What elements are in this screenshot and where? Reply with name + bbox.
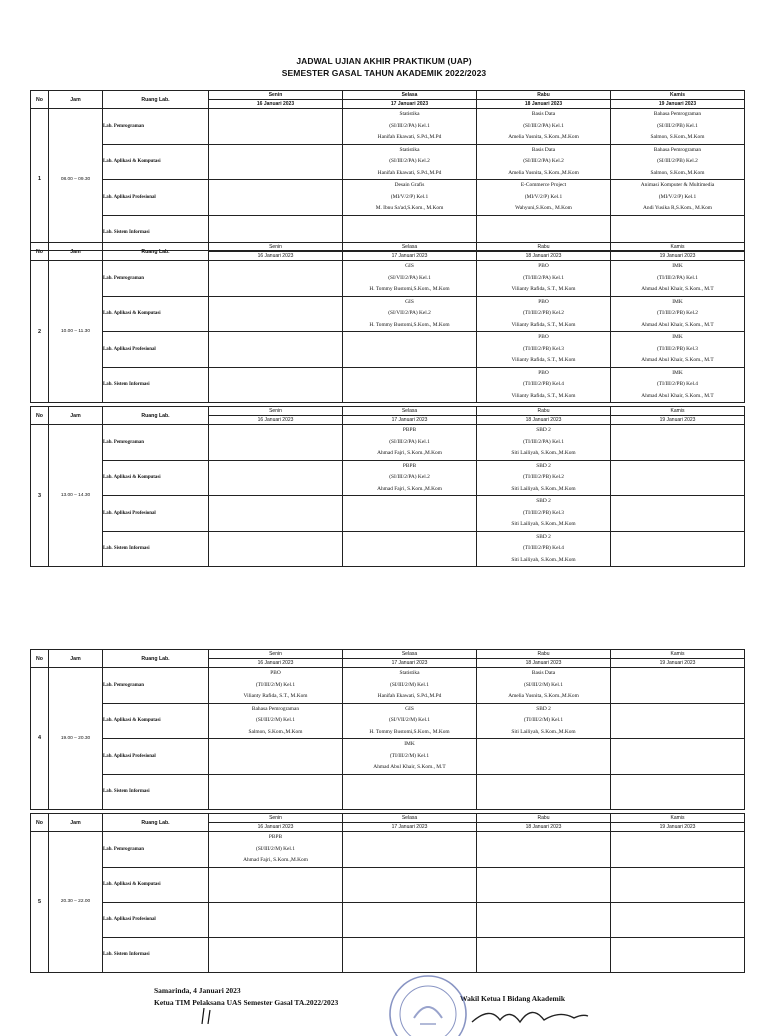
session-time: 19.00 – 20.30 — [49, 668, 103, 810]
column-header-ruang: Ruang Lab. — [103, 243, 209, 261]
exam-cell — [343, 109, 477, 145]
session-time: 20.30 – 22.00 — [49, 832, 103, 973]
schedule-table-session-1 — [30, 90, 745, 251]
class-code: (TI/III/2/PB) Kel.3 — [656, 345, 699, 352]
exam-cell — [209, 180, 343, 216]
course-name: Desain Grafis — [394, 182, 425, 188]
exam-cell — [343, 496, 477, 532]
right-signatory-role: Wakil Ketua I Bidang Akademik — [460, 994, 566, 1003]
class-code: (TI/III/2/M) Kel.1 — [523, 717, 564, 723]
room-row — [31, 144, 745, 180]
instructor-name: Amelia Yusnita, S.Kom.,M.Kom — [508, 169, 579, 176]
room-name: Lab. Aplikasi & Komputasi — [103, 460, 209, 496]
class-code: (TI/III/2/PB) Kel.3 — [522, 345, 565, 352]
document-title: JADWAL UJIAN AKHIR PRAKTIKUM (UAP) — [296, 56, 472, 66]
exam-cell — [611, 460, 745, 496]
class-code: (SI/III/2/PB) Kel.1 — [657, 122, 698, 129]
exam-cell — [343, 296, 477, 332]
room-name: Lab. Pemrograman — [103, 425, 209, 461]
class-code: (TI/III/2/PB) Kel.4 — [522, 545, 565, 551]
exam-cell — [209, 109, 343, 145]
instructor-name: Vilianty Rafida, S.T., M.Kom — [243, 693, 308, 699]
course-name: IMK — [404, 741, 415, 747]
session-number: 1 — [31, 109, 49, 251]
exam-cell — [611, 531, 745, 567]
room-row — [31, 109, 745, 145]
instructor-name: Vilianty Rafida, S.T., M.Kom — [511, 321, 576, 328]
header-row — [31, 650, 745, 659]
exam-cell — [477, 739, 611, 775]
course-name: Basis Data — [531, 670, 556, 676]
exam-cell — [343, 144, 477, 180]
room-row — [31, 180, 745, 216]
column-header-no: No — [31, 91, 49, 109]
exam-cell — [611, 832, 745, 868]
room-row — [31, 902, 745, 937]
exam-cell — [209, 531, 343, 567]
class-code: (SI/III/2/M) Kel.1 — [524, 681, 563, 688]
exam-cell — [209, 296, 343, 332]
course-name: PBO — [538, 334, 549, 340]
instructor-name: Salmon, S.Kom.,M.Kom — [650, 169, 705, 176]
schedule-table-session-5 — [30, 813, 745, 973]
exam-cell — [611, 937, 745, 972]
room-name: Lab. Aplikasi Profesional — [103, 332, 209, 368]
exam-cell — [209, 668, 343, 704]
exam-cell — [611, 425, 745, 461]
room-row — [31, 332, 745, 368]
schedule-table-session-2 — [30, 242, 745, 403]
exam-cell — [477, 937, 611, 972]
class-code: (TI/III/2/PB) Kel.2 — [656, 310, 699, 316]
column-header-no: No — [31, 814, 49, 832]
exam-cell — [343, 180, 477, 216]
room-name: Lab. Sistem Informasi — [103, 215, 209, 250]
room-row — [31, 296, 745, 332]
exam-cell — [209, 367, 343, 403]
course-name: Statistika — [399, 670, 420, 676]
class-code: (SI/VII/2/PA) Kel.1 — [388, 274, 431, 281]
class-code: (SI/III/2/PA) Kel.1 — [389, 122, 430, 129]
room-name: Lab. Aplikasi Profesional — [103, 739, 209, 775]
room-name: Lab. Sistem Informasi — [103, 531, 209, 567]
exam-cell — [343, 261, 477, 297]
session-time: 13.00 – 14.30 — [49, 425, 103, 567]
session-number: 2 — [31, 261, 49, 403]
exam-cell — [209, 332, 343, 368]
course-name: GIS — [405, 298, 414, 305]
left-signatory-role: Ketua TIM Pelaksana UAS Semester Gasal TA.2022/2023 — [154, 998, 339, 1007]
instructor-name: Amelia Yusnita, S.Kom.,M.Kom — [508, 134, 579, 140]
instructor-name: Salmon, S.Kom.,M.Kom — [248, 728, 303, 735]
exam-cell — [343, 739, 477, 775]
instructor-name: Ahmad Abul Khair, S.Kom., M.T — [373, 764, 446, 770]
day-name: Senin — [209, 650, 343, 659]
room-row — [31, 460, 745, 496]
room-row — [31, 531, 745, 567]
official-stamp-seal — [378, 966, 478, 1036]
exam-cell — [477, 180, 611, 216]
class-code: (SI/VII/2/M) Kel.1 — [388, 717, 431, 723]
exam-cell — [611, 296, 745, 332]
course-name: PBO — [538, 263, 549, 269]
column-header-no: No — [31, 243, 49, 261]
course-name: Bahasa Pemrograman — [251, 705, 300, 712]
exam-cell — [209, 902, 343, 937]
schedule-table-session-3 — [30, 406, 745, 567]
document-subtitle: SEMESTER GASAL TAHUN AKADEMIK 2022/2023 — [281, 68, 487, 78]
exam-cell — [477, 332, 611, 368]
session-number: 4 — [31, 668, 49, 810]
instructor-name: Ahmad Fajri, S.Kom.,M.Kom — [243, 857, 308, 863]
exam-cell — [209, 144, 343, 180]
room-name: Lab. Sistem Informasi — [103, 367, 209, 403]
header-row — [31, 243, 745, 252]
course-name: SBD 2 — [536, 462, 551, 469]
day-date: 19 Januari 2023 — [611, 823, 745, 832]
exam-cell — [477, 902, 611, 937]
column-header-ruang: Ruang Lab. — [103, 407, 209, 425]
instructor-name: Ahmad Abul Khair, S.Kom., M.T — [641, 321, 714, 328]
exam-cell — [477, 774, 611, 809]
class-code: (TI/III/2/PB) Kel.4 — [522, 381, 565, 387]
course-name: Basis Data — [531, 111, 556, 117]
course-name: PBO — [270, 670, 281, 676]
exam-cell — [477, 367, 611, 403]
instructor-name: Hanifah Ekawati, S.Pd.,M.Pd — [377, 169, 442, 176]
exam-cell — [611, 144, 745, 180]
exam-cell — [343, 774, 477, 809]
day-name: Rabu — [477, 243, 611, 252]
instructor-name: H. Tommy Bustomi,S.Kom., M.Kom — [369, 728, 450, 735]
column-header-no: No — [31, 407, 49, 425]
column-header-jam: Jam — [49, 407, 103, 425]
course-name: PBPB — [268, 834, 283, 840]
right-signature-mark — [470, 1004, 590, 1024]
header-row — [31, 407, 745, 416]
class-code: (TI/III/2/PA) Kel.1 — [523, 438, 564, 445]
schedule-table-session-4 — [30, 649, 745, 810]
room-name: Lab. Sistem Informasi — [103, 937, 209, 972]
day-date: 19 Januari 2023 — [611, 252, 745, 261]
day-date: 16 Januari 2023 — [209, 252, 343, 261]
instructor-name: Wahyuni,S.Kom., M.Kom — [515, 205, 572, 211]
day-name: Rabu — [477, 814, 611, 823]
class-code: (TI/III/2/PB) Kel.4 — [656, 381, 699, 387]
exam-cell — [611, 902, 745, 937]
session-time: 10.00 – 11.30 — [49, 261, 103, 403]
exam-cell — [477, 296, 611, 332]
class-code: (SI/III/2/PB) Kel.2 — [657, 158, 698, 164]
column-header-jam: Jam — [49, 814, 103, 832]
place-date: Samarinda, 4 Januari 2023 — [154, 986, 241, 995]
room-row — [31, 832, 745, 868]
day-name: Kamis — [611, 814, 745, 823]
exam-cell — [343, 367, 477, 403]
day-date: 18 Januari 2023 — [477, 100, 611, 109]
course-name: GIS — [405, 263, 414, 269]
day-date: 19 Januari 2023 — [611, 416, 745, 425]
room-name: Lab. Pemrograman — [103, 261, 209, 297]
exam-cell — [477, 109, 611, 145]
instructor-name: Vilianty Rafida, S.T., M.Kom — [511, 286, 576, 292]
course-name: PBO — [538, 369, 549, 376]
day-name: Selasa — [343, 243, 477, 252]
left-signature-mark — [196, 1008, 226, 1024]
column-header-ruang: Ruang Lab. — [103, 650, 209, 668]
exam-cell — [343, 332, 477, 368]
exam-cell — [611, 739, 745, 775]
day-date: 18 Januari 2023 — [477, 416, 611, 425]
course-name: Basis Data — [531, 146, 556, 153]
instructor-name: Hanifah Ekawati, S.Pd.,M.Pd — [377, 134, 442, 140]
exam-cell — [343, 867, 477, 902]
class-code: (TI/III/2/M) Kel.1 — [255, 681, 296, 688]
exam-cell — [611, 261, 745, 297]
exam-cell — [611, 109, 745, 145]
room-row — [31, 367, 745, 403]
session-number: 3 — [31, 425, 49, 567]
day-name: Kamis — [611, 91, 745, 100]
day-date: 19 Januari 2023 — [611, 100, 745, 109]
course-name: IMK — [672, 369, 683, 376]
day-name: Kamis — [611, 650, 745, 659]
day-date: 17 Januari 2023 — [343, 823, 477, 832]
room-name: Lab. Sistem Informasi — [103, 774, 209, 809]
column-header-no: No — [31, 650, 49, 668]
exam-cell — [611, 668, 745, 704]
exam-cell — [343, 531, 477, 567]
exam-cell — [477, 144, 611, 180]
room-name: Lab. Aplikasi Profesional — [103, 902, 209, 937]
header-row — [31, 91, 745, 100]
class-code: (SI/III/2/PA) Kel.1 — [389, 438, 430, 445]
day-name: Rabu — [477, 91, 611, 100]
class-code: (TI/III/2/PA) Kel.1 — [523, 274, 564, 281]
exam-cell — [611, 332, 745, 368]
course-name: SBD 2 — [536, 533, 551, 540]
day-name: Kamis — [611, 407, 745, 416]
day-name: Senin — [209, 243, 343, 252]
instructor-name: Ahmad Abul Khair, S.Kom., M.T — [641, 357, 714, 363]
course-name: IMK — [672, 263, 683, 269]
course-name: PBPB — [402, 462, 417, 469]
room-name: Lab. Aplikasi & Komputasi — [103, 703, 209, 739]
day-date: 17 Januari 2023 — [343, 416, 477, 425]
course-name: SBD 2 — [536, 498, 551, 504]
day-name: Selasa — [343, 650, 477, 659]
day-date: 18 Januari 2023 — [477, 659, 611, 668]
exam-cell — [209, 937, 343, 972]
day-name: Selasa — [343, 814, 477, 823]
day-date: 18 Januari 2023 — [477, 252, 611, 261]
exam-cell — [477, 668, 611, 704]
exam-cell — [209, 496, 343, 532]
room-row — [31, 774, 745, 809]
room-name: Lab. Aplikasi & Komputasi — [103, 296, 209, 332]
class-code: (SI/III/2/M) Kel.1 — [390, 681, 429, 688]
exam-cell — [477, 867, 611, 902]
instructor-name: Ahmad Fajri, S.Kom.,M.Kom — [377, 450, 442, 456]
exam-cell — [611, 703, 745, 739]
instructor-name: Vilianty Rafida, S.T., M.Kom — [511, 357, 576, 363]
class-code: (SI/III/2/PA) Kel.1 — [523, 122, 564, 129]
day-name: Rabu — [477, 407, 611, 416]
class-code: (TI/III/2/M) Kel.1 — [389, 752, 430, 759]
instructor-name: H. Tommy Bustomi,S.Kom., M.Kom — [369, 321, 450, 328]
exam-cell — [611, 867, 745, 902]
class-code: (SI/III/2/PA) Kel.2 — [523, 158, 564, 164]
room-row — [31, 261, 745, 297]
exam-cell — [343, 668, 477, 704]
room-row — [31, 703, 745, 739]
course-name: PBO — [538, 298, 549, 305]
instructor-name: M. Ibnu Sa'ad,S.Kom., M.Kom — [375, 205, 444, 211]
course-name: SBD 2 — [536, 705, 551, 712]
class-code: (MI/V/2/P) Kel.1 — [524, 193, 563, 200]
room-name: Lab. Aplikasi & Komputasi — [103, 867, 209, 902]
room-row — [31, 496, 745, 532]
exam-cell — [343, 832, 477, 868]
exam-cell — [209, 703, 343, 739]
day-name: Kamis — [611, 243, 745, 252]
day-date: 16 Januari 2023 — [209, 823, 343, 832]
course-name: Statistika — [399, 111, 420, 117]
instructor-name: Salmon, S.Kom.,M.Kom — [650, 134, 705, 140]
day-date: 17 Januari 2023 — [343, 252, 477, 261]
column-header-ruang: Ruang Lab. — [103, 814, 209, 832]
day-date: 17 Januari 2023 — [343, 659, 477, 668]
instructor-name: Amelia Yusnita, S.Kom.,M.Kom — [508, 693, 579, 699]
exam-cell — [477, 496, 611, 532]
instructor-name: Ahmad Fajri, S.Kom.,M.Kom — [377, 485, 442, 492]
course-name: PBPB — [402, 427, 417, 433]
class-code: (TI/III/2/PA) Kel.1 — [657, 274, 698, 281]
day-date: 16 Januari 2023 — [209, 100, 343, 109]
class-code: (TI/III/2/PB) Kel.2 — [522, 474, 565, 480]
room-row — [31, 867, 745, 902]
day-name: Selasa — [343, 407, 477, 416]
instructor-name: Ahmad Abul Khair, S.Kom., M.T — [641, 392, 714, 399]
exam-cell — [611, 774, 745, 809]
exam-cell — [477, 425, 611, 461]
exam-cell — [343, 902, 477, 937]
course-name: GIS — [405, 705, 414, 712]
exam-cell — [209, 832, 343, 868]
instructor-name: Siti Lailiyah, S.Kom.,M.Kom — [511, 728, 576, 735]
room-row — [31, 425, 745, 461]
instructor-name: Hanifah Ekawati, S.Pd.,M.Pd — [377, 693, 442, 699]
day-date: 16 Januari 2023 — [209, 416, 343, 425]
class-code: (TI/III/2/PB) Kel.3 — [522, 509, 565, 516]
session-time: 08.00 – 09.30 — [49, 109, 103, 251]
class-code: (SI/III/2/M) Kel.1 — [256, 845, 295, 852]
instructor-name: H. Tommy Bustomi,S.Kom., M.Kom — [369, 286, 450, 292]
day-name: Senin — [209, 407, 343, 416]
instructor-name: Siti Lailiyah, S.Kom.,M.Kom — [511, 450, 576, 456]
instructor-name: Siti Lailiyah, S.Kom.,M.Kom — [511, 556, 576, 563]
exam-cell — [209, 774, 343, 809]
exam-cell — [611, 496, 745, 532]
exam-cell — [209, 867, 343, 902]
exam-cell — [209, 739, 343, 775]
column-header-ruang: Ruang Lab. — [103, 91, 209, 109]
exam-cell — [611, 180, 745, 216]
day-name: Selasa — [343, 91, 477, 100]
day-date: 17 Januari 2023 — [343, 100, 477, 109]
course-name: IMK — [672, 334, 683, 340]
column-header-jam: Jam — [49, 243, 103, 261]
exam-cell — [343, 460, 477, 496]
instructor-name: Vilianty Rafida, S.T., M.Kom — [511, 392, 576, 399]
class-code: (SI/III/2/M) Kel.1 — [256, 717, 295, 723]
day-name: Senin — [209, 91, 343, 100]
day-name: Rabu — [477, 650, 611, 659]
room-name: Lab. Pemrograman — [103, 668, 209, 704]
room-name: Lab. Aplikasi Profesional — [103, 180, 209, 216]
class-code: (MI/V/2/P) Kel.1 — [390, 193, 429, 200]
class-code: (MI/V/2/P) Kel.1 — [658, 193, 697, 200]
course-name: Statistika — [399, 146, 420, 153]
class-code: (SI/III/2/PA) Kel.2 — [389, 158, 430, 164]
instructor-name: Ahmad Abul Khair, S.Kom., M.T — [641, 286, 714, 292]
class-code: (TI/III/2/PB) Kel.2 — [522, 310, 565, 316]
instructor-name: Siti Lailiyah, S.Kom.,M.Kom — [511, 521, 576, 527]
course-name: E-Commerce Project — [520, 182, 567, 188]
room-row — [31, 668, 745, 704]
exam-cell — [209, 261, 343, 297]
day-date: 16 Januari 2023 — [209, 659, 343, 668]
column-header-jam: Jam — [49, 650, 103, 668]
exam-cell — [477, 832, 611, 868]
exam-cell — [477, 703, 611, 739]
room-name: Lab. Aplikasi Profesional — [103, 496, 209, 532]
day-date: 18 Januari 2023 — [477, 823, 611, 832]
header-row — [31, 814, 745, 823]
exam-cell — [477, 460, 611, 496]
day-date: 19 Januari 2023 — [611, 659, 745, 668]
class-code: (SI/III/2/PA) Kel.2 — [389, 474, 430, 480]
day-name: Senin — [209, 814, 343, 823]
session-number: 5 — [31, 832, 49, 973]
exam-cell — [343, 703, 477, 739]
column-header-jam: Jam — [49, 91, 103, 109]
exam-cell — [477, 261, 611, 297]
course-name: SBD 2 — [536, 427, 551, 433]
course-name: Bahasa Pemrograman — [653, 111, 702, 117]
course-name: Animasi Komputer & Multimedia — [640, 182, 715, 188]
instructor-name: Andi Yusika R,S.Kom., M.Kom — [643, 205, 712, 211]
room-name: Lab. Pemrograman — [103, 109, 209, 145]
course-name: Bahasa Pemrograman — [653, 146, 702, 153]
class-code: (SI/VII/2/PA) Kel.2 — [388, 310, 431, 316]
exam-cell — [477, 531, 611, 567]
instructor-name: Siti Lailiyah, S.Kom.,M.Kom — [511, 485, 576, 492]
room-row — [31, 739, 745, 775]
exam-cell — [611, 367, 745, 403]
exam-cell — [343, 425, 477, 461]
room-name: Lab. Pemrograman — [103, 832, 209, 868]
course-name: IMK — [672, 298, 683, 305]
exam-cell — [209, 425, 343, 461]
room-name: Lab. Aplikasi & Komputasi — [103, 144, 209, 180]
exam-cell — [209, 460, 343, 496]
